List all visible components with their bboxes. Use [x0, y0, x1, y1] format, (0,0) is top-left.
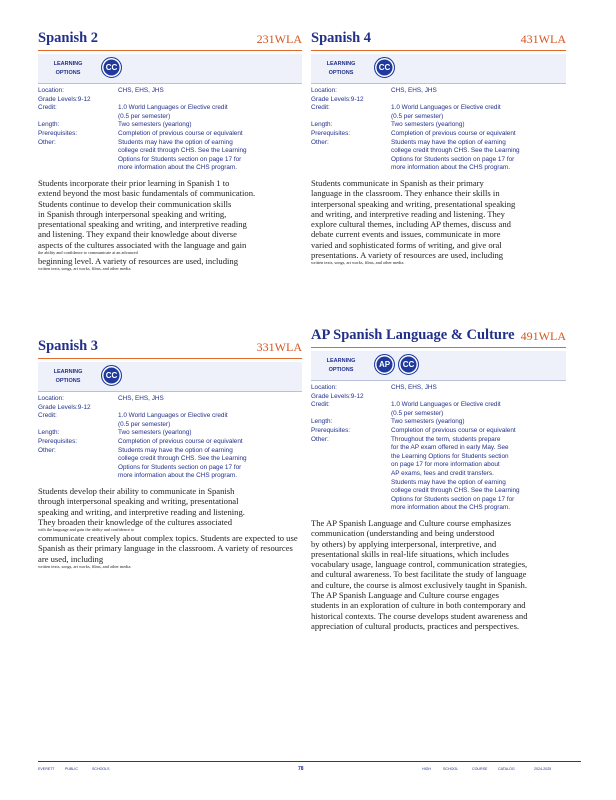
- course-info: [38, 395, 302, 481]
- footer-word: EVERETT: [38, 767, 55, 771]
- desc-line: vocabulary usage, language control, communication strategies,: [311, 559, 528, 570]
- desc-small-line: with the language and gain the ability and confidence to: [38, 527, 135, 533]
- desc-line: explore cultural themes, including AP themes, discuss and: [311, 219, 511, 230]
- desc-small-line: written texts, songs, art works, films, and other media.: [38, 564, 132, 570]
- credit-value: (0.5 per semester): [391, 409, 444, 417]
- credit-label: Credit:: [311, 104, 330, 112]
- desc-small-line: the ability and confidence to communicate at an advanced: [38, 250, 138, 256]
- length-label: Length:: [38, 429, 60, 437]
- course-header: [311, 317, 566, 348]
- length-value: Two semesters (yearlong): [391, 121, 465, 129]
- other-line: more information about the CHS program.: [391, 164, 510, 172]
- other-label: Other:: [311, 435, 329, 443]
- credit-label: Credit:: [38, 104, 57, 112]
- prereq-value: Completion of previous course or equivalent: [118, 437, 243, 445]
- footer-word: CATALOG: [498, 767, 515, 771]
- course-description: [311, 178, 566, 266]
- other-line: Students may have the option of earning: [118, 138, 233, 146]
- footer-word: SCHOOLS: [92, 767, 110, 771]
- length-value: Two semesters (yearlong): [118, 121, 192, 129]
- length-label: Length:: [311, 418, 333, 426]
- other-line: college credit through CHS. See the Learning: [391, 147, 520, 155]
- other-line: college credit through CHS. See the Learning: [391, 487, 520, 495]
- desc-line: presentations. A variety of resources are used, including: [311, 250, 504, 261]
- cc-badge-icon: CC: [374, 57, 395, 78]
- course-title: AP Spanish Language & Culture: [311, 327, 515, 343]
- course-title: Spanish 3: [38, 338, 99, 354]
- other-label: Other:: [38, 138, 56, 146]
- desc-line: presentational skills in real-life situations, which includes: [311, 548, 509, 559]
- desc-line: Students communicate in Spanish as their primary: [311, 177, 484, 188]
- course-spanish-4: [311, 20, 566, 266]
- course-ap-spanish: [311, 317, 566, 631]
- course-info: [311, 87, 566, 173]
- footer-word: SCHOOL: [443, 767, 459, 771]
- length-label: Length:: [311, 121, 333, 129]
- desc-line: through interpersonal speaking and writing, presentational: [38, 496, 239, 507]
- course-description: [38, 486, 302, 570]
- learning-options-label: LEARNING OPTIONS: [53, 61, 83, 76]
- desc-line: historical contexts. The course develops student awareness and: [311, 610, 528, 621]
- course-spanish-3: [38, 328, 302, 570]
- other-line: Options for Students section on page 17 for: [118, 463, 242, 471]
- other-line: more information about the CHS program.: [118, 472, 237, 480]
- credit-label: Credit:: [38, 412, 57, 420]
- location-label: Location:: [38, 87, 64, 94]
- learning-options-bar: [311, 351, 566, 381]
- learning-options-label: LEARNING OPTIONS: [326, 358, 356, 373]
- credit-value: 1.0 World Languages or Elective credit: [391, 401, 501, 409]
- other-line: more information about the CHS program.: [391, 504, 510, 512]
- length-label: Length:: [38, 121, 60, 129]
- course-info: [311, 384, 566, 513]
- location-value: CHS, EHS, JHS: [118, 395, 164, 402]
- desc-line: extend beyond the most basic fundamentals of communication.: [38, 188, 256, 199]
- credit-value: 1.0 World Languages or Elective credit: [391, 104, 501, 112]
- desc-line: in Spanish through interpersonal speaking and writing,: [38, 208, 227, 219]
- desc-line: and culture, the course is almost exclusively taught in Spanish.: [311, 579, 527, 590]
- course-header: [38, 328, 302, 359]
- desc-line: Students incorporate their prior learning in Spanish 1 to: [38, 177, 230, 188]
- other-line: AP exams, fees and credit transfers.: [391, 469, 494, 477]
- other-line: Students may have the option of earning: [118, 446, 233, 454]
- desc-line: The AP Spanish Language and Culture course engages: [311, 589, 499, 600]
- course-code: 331WLA: [256, 340, 302, 354]
- other-line: on page 17 for more information about: [391, 461, 500, 469]
- other-label: Other:: [38, 446, 56, 454]
- course-header: [311, 20, 566, 51]
- learning-options-bar: [311, 54, 566, 84]
- course-info: [38, 87, 302, 173]
- desc-line: and writing, and interpretive reading and listening. They: [311, 208, 505, 219]
- desc-line: and cultural awareness. To best facilitate the study of language: [311, 569, 527, 580]
- credit-label: Credit:: [311, 401, 330, 409]
- desc-line: debate current events and issues, communicate in more: [311, 229, 501, 240]
- footer-word: COURSE: [472, 767, 488, 771]
- prereq-label: Prerequisites:: [311, 426, 351, 434]
- other-line: college credit through CHS. See the Learning: [118, 147, 247, 155]
- desc-line: The AP Spanish Language and Culture course emphasizes: [311, 517, 511, 528]
- location-value: CHS, EHS, JHS: [391, 87, 437, 94]
- grade-label: Grade Levels:9-12: [38, 403, 91, 411]
- course-code: 491WLA: [520, 329, 566, 343]
- desc-line: students in an exploration of culture in both contemporary and: [311, 600, 526, 611]
- desc-line: communicate creatively about complex topics. Students are expected to use Spanish as their primary language in the classroom. A variety of resources are used, including: [38, 533, 298, 564]
- other-line: for the AP exam offered in early May. See: [391, 444, 509, 452]
- other-line: the Learning Options for Students section: [391, 452, 509, 460]
- desc-line: varied and sophisticated forms of writing, and give oral: [311, 239, 502, 250]
- footer-word: 2024-2025: [534, 767, 552, 771]
- location-value: CHS, EHS, JHS: [118, 87, 164, 94]
- desc-line: Students develop their ability to communicate in Spanish: [38, 485, 235, 496]
- desc-line: presentational speaking and writing, and interpretive reading: [38, 219, 247, 230]
- desc-line: They broaden their knowledge of the cultures associated: [38, 516, 233, 527]
- location-label: Location:: [38, 395, 64, 402]
- ap-badge-icon: AP: [374, 354, 395, 375]
- cc-badge-icon: CC: [101, 365, 122, 386]
- course-title: Spanish 2: [38, 30, 99, 46]
- grade-label: Grade Levels:9-12: [38, 95, 91, 103]
- prereq-value: Completion of previous course or equivalent: [118, 129, 243, 137]
- other-line: college credit through CHS. See the Learning: [118, 455, 247, 463]
- page-footer: [38, 761, 581, 772]
- course-header: [38, 20, 302, 51]
- page-number: 78: [298, 766, 304, 772]
- prereq-label: Prerequisites:: [311, 129, 351, 137]
- desc-line: aspects of the cultures associated with the language and gain: [38, 239, 247, 250]
- learning-options-label: LEARNING OPTIONS: [53, 369, 83, 384]
- desc-line: interpersonal speaking and writing, presentational speaking: [311, 198, 516, 209]
- location-label: Location:: [311, 87, 337, 94]
- desc-small-line: written texts, songs, art works, films, and other media.: [311, 260, 405, 266]
- desc-line: by others) by applying interpersonal, interpretive, and: [311, 538, 497, 549]
- prereq-value: Completion of previous course or equivalent: [391, 129, 516, 137]
- credit-value: 1.0 World Languages or Elective credit: [118, 104, 228, 112]
- length-value: Two semesters (yearlong): [391, 418, 465, 426]
- desc-line: communication (understanding and being understood: [311, 528, 495, 539]
- learning-options-label: LEARNING OPTIONS: [326, 61, 356, 76]
- credit-value: 1.0 World Languages or Elective credit: [118, 412, 228, 420]
- grade-label: Grade Levels:9-12: [311, 392, 364, 400]
- credit-value: (0.5 per semester): [118, 112, 171, 120]
- learning-options-bar: [38, 54, 302, 84]
- other-line: Options for Students section on page 17 for: [118, 155, 242, 163]
- other-line: Students may have the option of earning: [391, 478, 506, 486]
- desc-line: and listening. They expand their knowledge about diverse: [38, 229, 237, 240]
- course-title: Spanish 4: [311, 30, 372, 46]
- course-code: 231WLA: [256, 32, 302, 46]
- prereq-label: Prerequisites:: [38, 437, 78, 445]
- desc-line: speaking and writing, and interpretive reading and listening.: [38, 506, 245, 517]
- grade-label: Grade Levels:9-12: [311, 95, 364, 103]
- other-line: more information about the CHS program.: [118, 164, 237, 172]
- cc-badge-icon: CC: [101, 57, 122, 78]
- course-description: [311, 518, 566, 631]
- desc-small-line: written texts, songs, art works, films, and other media.: [38, 266, 132, 272]
- credit-value: (0.5 per semester): [391, 112, 444, 120]
- other-line: Throughout the term, students prepare: [391, 435, 501, 443]
- learning-options-bar: [38, 362, 302, 392]
- other-line: Students may have the option of earning: [391, 138, 506, 146]
- prereq-label: Prerequisites:: [38, 129, 78, 137]
- course-code: 431WLA: [520, 32, 566, 46]
- desc-line: beginning level. A variety of resources are used, including: [38, 256, 238, 267]
- other-label: Other:: [311, 138, 329, 146]
- length-value: Two semesters (yearlong): [118, 429, 192, 437]
- location-label: Location:: [311, 384, 337, 391]
- location-value: CHS, EHS, JHS: [391, 384, 437, 391]
- desc-line: language in the classroom. They enhance their skills in: [311, 188, 500, 199]
- prereq-value: Completion of previous course or equivalent: [391, 426, 516, 434]
- course-description: [38, 178, 302, 272]
- footer-word: PUBLIC: [65, 767, 78, 771]
- desc-line: appreciation of cultural products, practices and perspectives.: [311, 620, 520, 631]
- other-line: Options for Students section on page 17 for: [391, 495, 515, 503]
- other-line: Options for Students section on page 17 for: [391, 155, 515, 163]
- credit-value: (0.5 per semester): [118, 420, 171, 428]
- cc-badge-icon: CC: [398, 354, 419, 375]
- desc-line: Students continue to develop their communication skills: [38, 198, 232, 209]
- footer-word: HIGH: [422, 767, 431, 771]
- course-spanish-2: [38, 20, 302, 272]
